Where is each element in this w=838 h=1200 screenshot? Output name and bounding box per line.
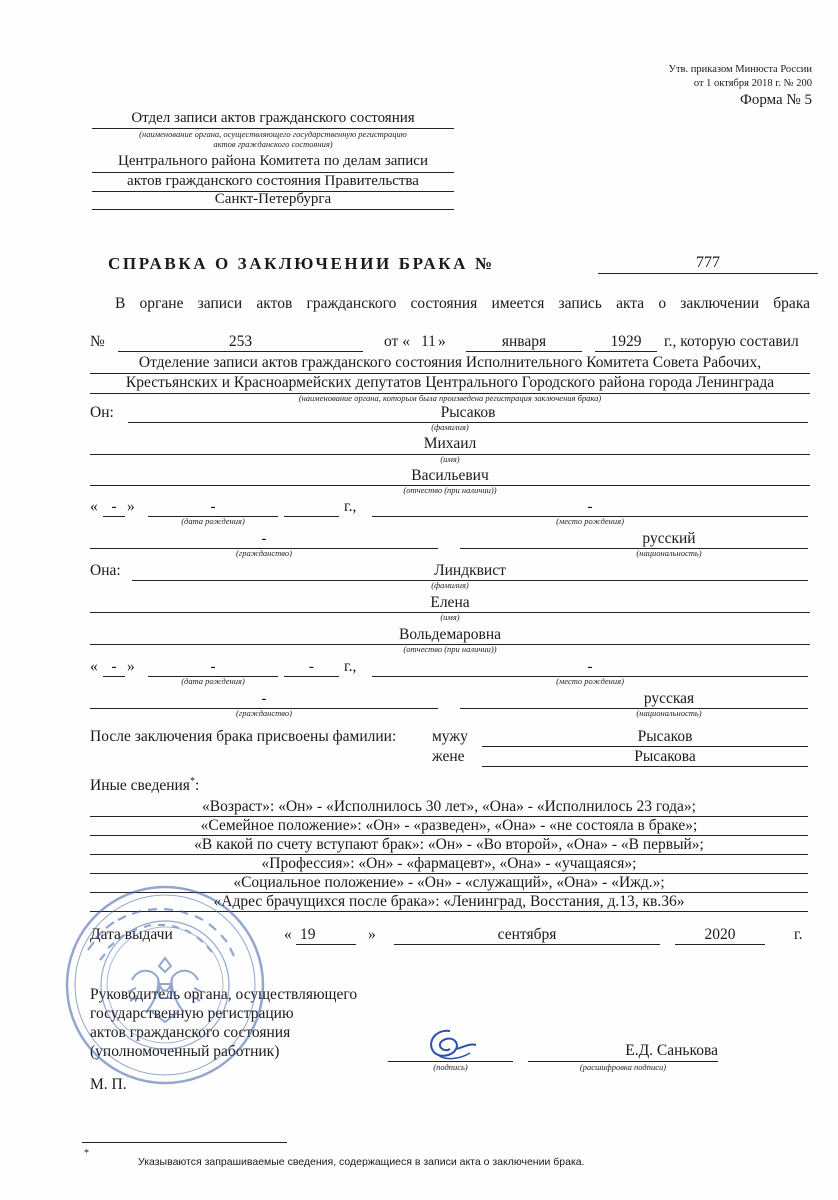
she-date-day: - [111,658,117,675]
record-year: 1929 [610,333,642,350]
he-name: Михаил [423,435,477,452]
she-surname-caption: (фамилия) [431,580,469,590]
she-citizenship-caption: (гражданство) [236,708,292,718]
he-date-open: « [90,498,98,515]
he-surname: Рысаков [440,404,496,421]
issue-date-close: » [368,926,376,943]
husband-surname: Рысаков [637,728,693,745]
other-info-text: Иные сведения [90,777,190,795]
authority-line-2: Крестьянских и Красноармейских депутатов Центрального Городского района города Ленинграда [125,374,775,391]
he-nationality-caption: (национальность) [636,548,702,558]
issuer-caption-2: актов гражданского состояния) [213,139,333,149]
issuer-line-1: Отдел записи актов гражданского состояния [131,110,415,126]
authority-caption: (наименование органа, которым была произведена регистрация заключения брака) [298,393,602,403]
she-date-close: » [127,658,135,675]
he-surname-caption: (фамилия) [431,422,469,432]
record-from-label: от « [384,333,410,350]
record-number: 253 [228,333,253,350]
she-birth-place-caption: (место рождения) [556,676,624,686]
he-citizenship-caption: (гражданство) [236,548,292,558]
official-stamp [60,880,270,1090]
she-patronymic: Вольдемаровна [398,626,502,643]
authority-line-1: Отделение записи актов гражданского состояния Исполнительного Комитета Совета Рабочих, [138,354,762,371]
she-year-suffix: г., [344,658,357,675]
she-label: Она: [90,562,121,579]
form-number: Форма № 5 [740,92,812,108]
issue-year: 2020 [704,926,736,943]
record-no-label: № [90,333,105,350]
record-day-close: » [438,333,446,350]
head-line-1: Руководитель органа, осуществляющего [90,986,358,1003]
husband-label: мужу [432,728,468,745]
he-birth-place: - [587,498,593,515]
she-birth-place: - [587,658,593,675]
he-nationality: русский [642,530,696,547]
issuer-line-4: Санкт-Петербурга [214,191,332,207]
issuer-line-2: Центрального района Комитета по делам записи [118,153,428,169]
wife-label: жене [432,748,465,765]
he-patronymic-caption: (отчество (при наличии)) [403,485,497,495]
she-nationality: русская [643,690,695,707]
issue-date-label: Дата выдачи [90,926,173,943]
head-line-3: актов гражданского состояния [90,1024,291,1041]
signatory-name: Е.Д. Санькова [625,1042,718,1059]
head-line-4: (уполномоченный работник) [90,1043,280,1060]
she-patronymic-caption: (отчество (при наличии)) [403,644,497,654]
issue-day: 19 [300,926,316,943]
signature-mark [420,1025,480,1065]
he-date-month: - [210,498,216,515]
record-month: января [501,333,547,350]
he-citizenship: - [261,530,267,547]
other-line-1: «Возраст»: «Он» - «Исполнилось 30 лет», «Она» - «Исполнилось 23 года»; [202,798,696,815]
she-name: Елена [430,594,470,611]
record-day: 11 [421,333,436,350]
footnote-ref: * [189,776,195,787]
she-date-year: - [308,658,315,675]
head-line-2: государственную регистрацию [90,1005,294,1022]
he-year-suffix: г., [344,498,357,515]
record-intro: В органе записи актов гражданского состояния имеется запись акта о заключении брака [115,295,810,312]
approval-line-2: от 1 октября 2018 г. № 200 [693,78,812,89]
issuer-caption-1: (наименование органа, осуществляющего государственную регистрацию [139,129,407,139]
he-birth-date-caption: (дата рождения) [181,516,245,526]
issue-date-open: « [284,926,292,943]
she-name-caption: (имя) [440,612,460,622]
certificate-number: 777 [696,254,720,271]
he-date-close: » [127,498,135,515]
other-info-label [90,776,199,795]
record-compiled-label: г., которую составил [664,333,799,350]
document-title: СПРАВКА О ЗАКЛЮЧЕНИИ БРАКА № [108,254,495,273]
other-line-2: «Семейное положение»: «Он» - «разведен», «Она» - «не состояла в браке»; [200,817,698,834]
approval-line-1: Утв. приказом Минюста России [668,64,812,75]
he-birth-place-caption: (место рождения) [556,516,624,526]
signature-caption: (подпись) [433,1062,468,1072]
issuer-line-3: актов гражданского состояния Правительства [127,173,419,189]
after-marriage-label: После заключения брака присвоены фамилии: [90,728,397,745]
wife-surname: Рысакова [634,748,696,765]
she-citizenship: - [261,690,267,707]
signature-decode-caption: (расшифровка подписи) [579,1062,667,1072]
other-line-5: «Социальное положение» - «Он» - «служащий», «Она» - «Ижд.»; [233,874,665,891]
footnote-mark: * [84,1148,89,1159]
she-nationality-caption: (национальность) [636,708,702,718]
other-line-6: «Адрес брачущихся после брака»: «Ленинград, Восстания, д.13, кв.36» [213,893,685,910]
he-date-day: - [111,498,117,515]
she-surname: Линдквист [434,562,506,579]
he-patronymic: Васильевич [411,467,489,484]
she-birth-date-caption: (дата рождения) [181,676,245,686]
he-label: Он: [90,404,114,421]
other-line-4: «Профессия»: «Он» - «фармацевт», «Она» - «учащаяся»; [261,855,637,872]
seal-place-label: М. П. [90,1076,127,1093]
footnote-text: Указываются запрашиваемые сведения, содержащиеся в записи акта о заключении брака. [138,1156,585,1168]
issue-month: сентября [497,926,557,943]
other-line-3: «В какой по счету вступают брак»: «Он» - «Во второй», «Она» - «В первый»; [194,836,704,853]
he-name-caption: (имя) [440,454,460,464]
she-date-open: « [90,658,98,675]
other-info-colon: : [194,777,200,795]
issue-year-suffix: г. [794,926,803,943]
she-date-month: - [210,658,216,675]
